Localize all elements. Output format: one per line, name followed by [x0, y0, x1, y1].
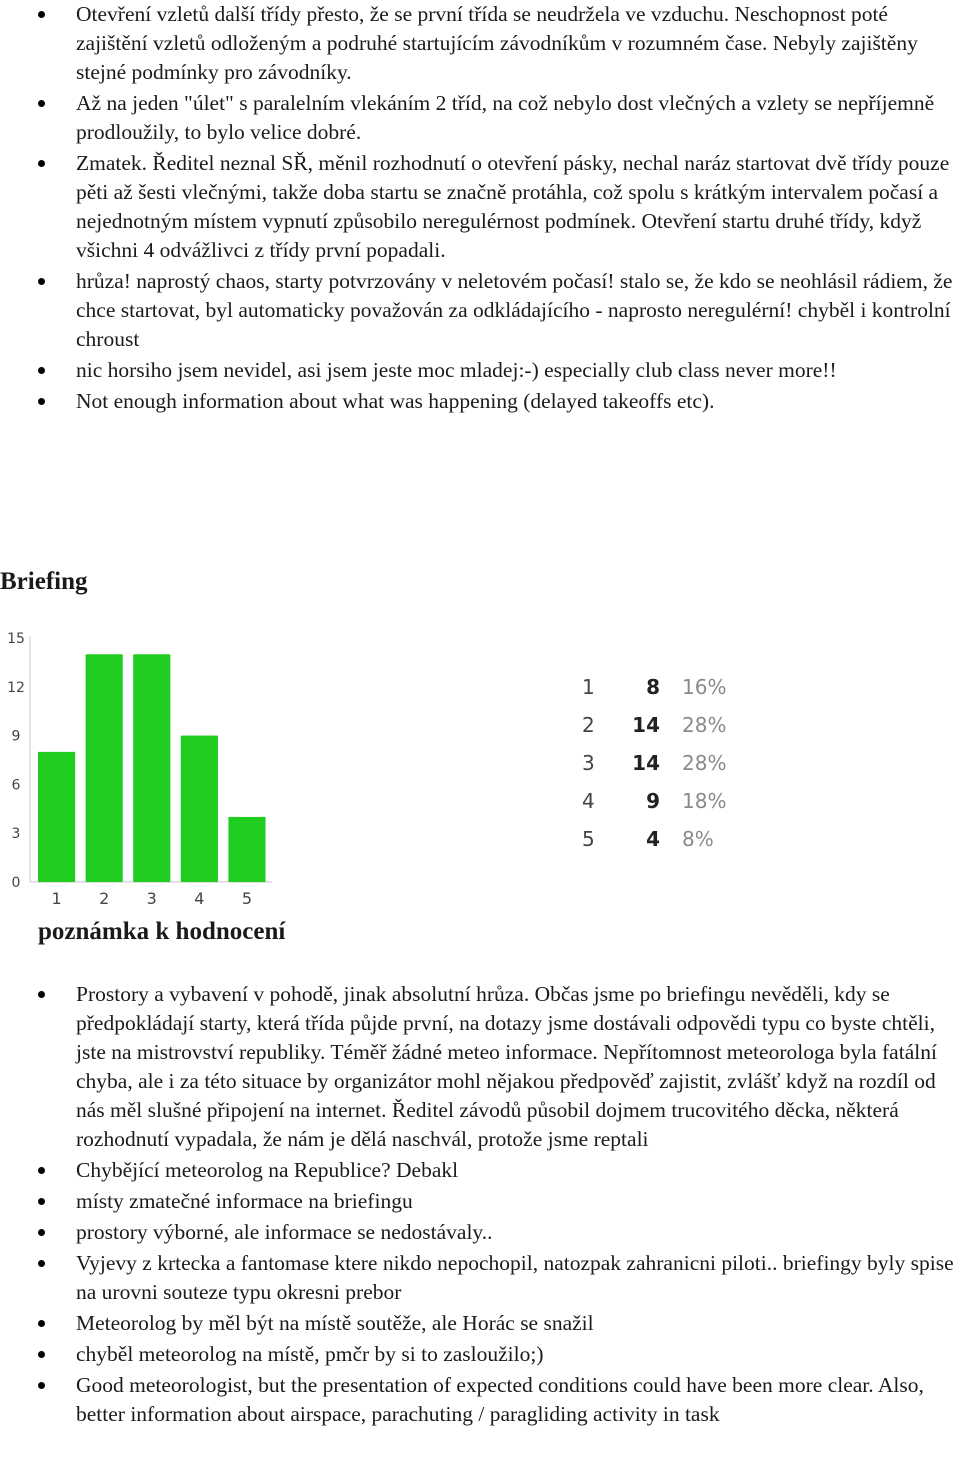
- list-item: Not enough information about what was happening (delayed takeoffs etc).: [0, 387, 960, 416]
- list-item: Až na jeden "úlet" s paralelním vlekáním 2 tříd, na což nebylo dost vlečných a vzlety se nepříjemně prodloužily, to bylo velice dobré.: [0, 89, 960, 147]
- x-tick-label: 4: [194, 889, 205, 908]
- y-tick-label: 9: [11, 728, 21, 745]
- list-item: hrůza! naprostý chaos, starty potvrzovány v neletovém počasí! stalo se, že kdo se neohlásil rádiem, že chce startovat, byl automaticky považován za odkládajícího - naprosto neregulérní! chyběl i kontrolní chroust: [0, 267, 960, 354]
- rating-cell: 1: [582, 675, 595, 699]
- bottom-comment-list: [0, 980, 960, 1431]
- list-item: místy zmatečné informace na briefingu: [0, 1187, 960, 1216]
- bar-rating-5: [228, 817, 265, 882]
- list-item: Vyjevy z krtecka a fantomase ktere nikdo nepochopil, natozpak zahranicni piloti.. briefingy byly spise na urovni souteze typu okresni prebor: [0, 1249, 960, 1307]
- percent-cell: 28%: [682, 713, 727, 737]
- rating-bar-chart: [0, 620, 290, 910]
- list-item: Zmatek. Ředitel neznal SŘ, měnil rozhodnutí o otevření pásky, nechal naráz startovat dvě třídy pouze pěti až šesti vlečnými, takže doba startu se značně protáhla, což spolu s krátkým intervalem počasí a nejednotným místem vypnutí způsobilo neregulérnost podmínek. Otevření startu druhé třídy, když všichni 4 odvážlivci z třídy první popadali.: [0, 149, 960, 265]
- rating-cell: 3: [582, 751, 595, 775]
- percent-cell: 16%: [682, 675, 727, 699]
- x-tick-label: 2: [99, 889, 110, 908]
- bar-rating-1: [38, 752, 75, 882]
- count-cell: 4: [646, 827, 660, 851]
- bar-rating-4: [181, 736, 218, 882]
- list-item: Meteorolog by měl být na místě soutěže, ale Horác se snažil: [0, 1309, 960, 1338]
- count-cell: 9: [646, 789, 660, 813]
- section-heading-note: poznámka k hodnocení: [38, 918, 286, 945]
- y-tick-label: 12: [7, 679, 25, 696]
- percent-cell: 28%: [682, 751, 727, 775]
- list-item: Otevření vzletů další třídy přesto, že se první třída se neudržela ve vzduchu. Neschopnost poté zajištění vzletů odloženým a podruhé startujícím závodníkům v rozumném čase. Nebyly zajištěny stejné podmínky pro závodníky.: [0, 0, 960, 87]
- y-tick-label: 0: [11, 875, 21, 891]
- list-item: nic horsiho jsem nevidel, asi jsem jeste moc mladej:-) especially club class never more!!: [0, 356, 960, 385]
- bar-rating-3: [133, 654, 170, 882]
- bar-rating-2: [86, 654, 123, 882]
- y-tick-label: 6: [11, 777, 21, 794]
- x-tick-label: 5: [241, 889, 253, 908]
- x-tick-label: 3: [146, 889, 157, 908]
- count-cell: 8: [646, 675, 660, 699]
- section-heading-briefing: Briefing: [0, 568, 88, 595]
- count-cell: 14: [632, 751, 660, 775]
- count-cell: 14: [632, 713, 660, 737]
- y-tick-label: 15: [7, 631, 25, 647]
- list-item: Prostory a vybavení v pohodě, jinak absolutní hrůza. Občas jsme po briefingu nevěděli, kdy se předpokládají starty, která třída půjde první, na dotazy jsme dostávali odpovědi typu co byste chtěli, jste na mistrovství republiky. Téměř žádné meteo informace. Nepřítomnost meteorologa byla fatální chyba, ale i za této situace by organizátor mohl nějakou předpověď zajistit, zvlášť když na rozdíl od nás měl slušné připojení na internet. Ředitel závodů působil dojmem trucovitého děcka, některá rozhodnutí vypadala, že nám je dělá naschvál, protože jsme reptali: [0, 980, 960, 1154]
- percent-cell: 18%: [682, 789, 727, 813]
- y-tick-label: 3: [11, 826, 21, 843]
- rating-cell: 2: [582, 713, 595, 737]
- top-comment-list: [0, 0, 960, 418]
- list-item: Chybějící meteorolog na Republice? Debakl: [0, 1156, 960, 1185]
- x-tick-label: 1: [51, 889, 62, 908]
- rating-cell: 5: [582, 827, 595, 851]
- list-item: Good meteorologist, but the presentation of expected conditions could have been more clear. Also, better information about airspace, parachuting / paragliding activity in task: [0, 1371, 960, 1429]
- list-item: chyběl meteorolog na místě, pmčr by si to zasloužilo;): [0, 1340, 960, 1369]
- percent-cell: 8%: [682, 827, 714, 851]
- list-item: prostory výborné, ale informace se nedostávaly..: [0, 1218, 960, 1247]
- rating-cell: 4: [582, 789, 595, 813]
